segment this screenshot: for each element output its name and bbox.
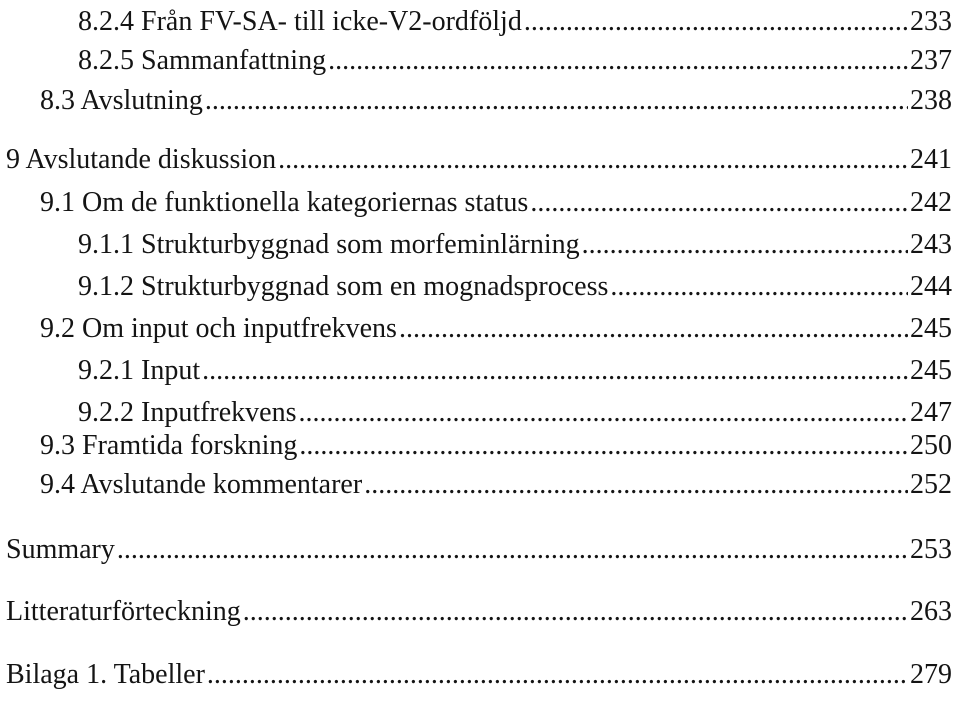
dot-leader xyxy=(530,184,908,222)
toc-entry-page: 252 xyxy=(910,469,952,500)
toc-entry-page: 233 xyxy=(910,6,952,37)
toc-entry-title: 8.2.5 Sammanfattning xyxy=(78,45,327,76)
toc-entry-page: 241 xyxy=(910,144,952,175)
toc-entry-summary[interactable] xyxy=(6,531,952,569)
toc-entry-title: 9.1 Om de funktionella kategoriernas status xyxy=(40,187,529,218)
dot-leader xyxy=(205,82,908,120)
toc-entry-9-3[interactable] xyxy=(40,427,952,465)
toc-entry-8-2-5[interactable] xyxy=(78,42,952,80)
toc-entry-title: 8.3 Avslutning xyxy=(40,85,203,116)
toc-entry-title: Summary xyxy=(6,534,115,565)
toc-entry-title: 9.1.2 Strukturbyggnad som en mognadsprocess xyxy=(78,271,609,302)
toc-entry-title: 9 Avslutande diskussion xyxy=(6,144,277,175)
toc-entry-litteraturforteckning[interactable] xyxy=(6,593,952,631)
dot-leader xyxy=(243,593,908,631)
toc-entry-page: 238 xyxy=(910,85,952,116)
toc-entry-title: Litteraturförteckning xyxy=(6,596,241,627)
toc-entry-page: 243 xyxy=(910,229,952,260)
dot-leader xyxy=(399,310,908,348)
toc-entry-page: 237 xyxy=(910,45,952,76)
toc-entry-page: 242 xyxy=(910,187,952,218)
toc-entry-9-2[interactable] xyxy=(40,310,952,348)
dot-leader xyxy=(117,531,908,569)
toc-entry-9-2-1[interactable] xyxy=(78,352,952,390)
toc-entry-title: 9.3 Framtida forskning xyxy=(40,430,298,461)
toc-entry-page: 279 xyxy=(910,659,952,690)
toc-entry-bilaga-1[interactable] xyxy=(6,656,952,694)
toc-entry-page: 247 xyxy=(910,397,952,428)
toc-entry-page: 244 xyxy=(910,271,952,302)
toc-entry-9-1-1[interactable] xyxy=(78,226,952,264)
toc-entry-page: 253 xyxy=(910,534,952,565)
dot-leader xyxy=(524,3,908,41)
toc-entry-9-1[interactable] xyxy=(40,184,952,222)
toc-entry-title: 9.2 Om input och inputfrekvens xyxy=(40,313,397,344)
dot-leader xyxy=(202,352,908,390)
dot-leader xyxy=(364,466,908,504)
toc-entry-page: 245 xyxy=(910,355,952,386)
dot-leader xyxy=(610,268,908,306)
toc-entry-page: 250 xyxy=(910,430,952,461)
dot-leader xyxy=(328,42,908,80)
toc-entry-title: 9.1.1 Strukturbyggnad som morfeminlärning xyxy=(78,229,580,260)
toc-entry-9-4[interactable] xyxy=(40,466,952,504)
toc-entry-title: 8.2.4 Från FV-SA- till icke-V2-ordföljd xyxy=(78,6,522,37)
toc-entry-page: 263 xyxy=(910,596,952,627)
toc-entry-page: 245 xyxy=(910,313,952,344)
toc-entry-title: Bilaga 1. Tabeller xyxy=(6,659,205,690)
toc-entry-8-2-4[interactable] xyxy=(78,3,952,41)
toc-entry-8-3[interactable] xyxy=(40,82,952,120)
toc-entry-title: 9.2.1 Input xyxy=(78,355,201,386)
toc-entry-9[interactable] xyxy=(6,141,952,179)
dot-leader xyxy=(299,427,908,465)
dot-leader xyxy=(278,141,908,179)
toc-entry-9-1-2[interactable] xyxy=(78,268,952,306)
toc-entry-title: 9.2.2 Inputfrekvens xyxy=(78,397,297,428)
dot-leader xyxy=(207,656,908,694)
dot-leader xyxy=(582,226,908,264)
toc-entry-title: 9.4 Avslutande kommentarer xyxy=(40,469,363,500)
